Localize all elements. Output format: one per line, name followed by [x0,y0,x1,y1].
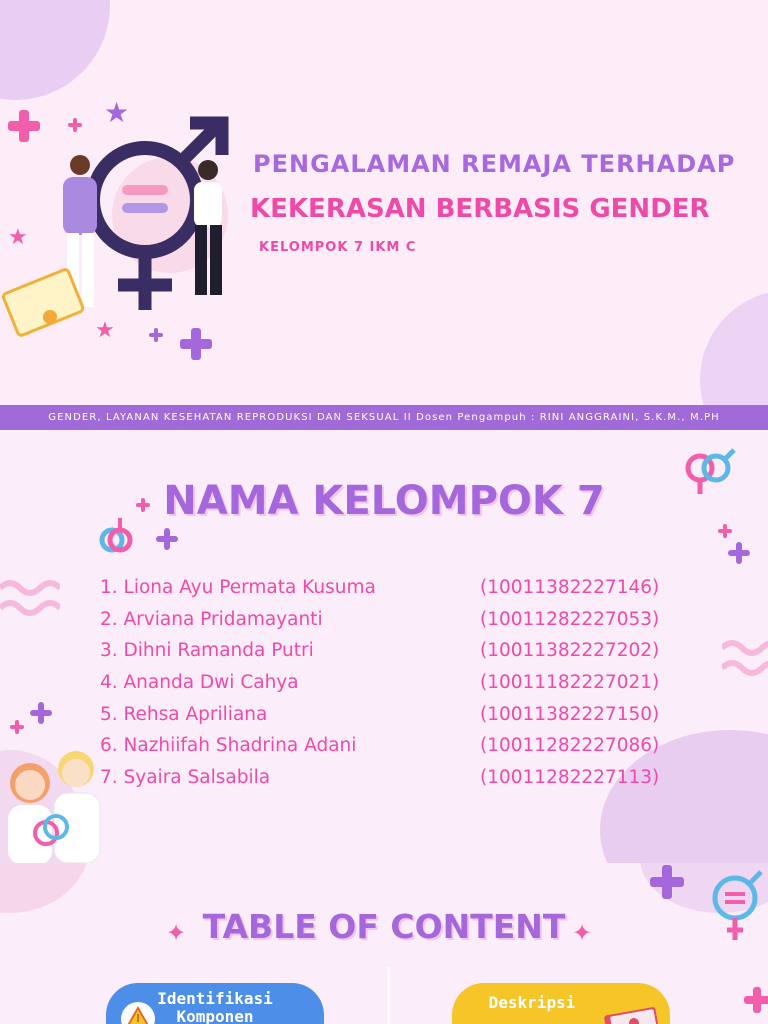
plus-icon [10,720,24,734]
member-name: 2. Arviana Pridamayanti [100,608,323,630]
star-icon: ★ [95,318,115,343]
member-id: (10011382227146) [480,577,660,599]
corner-blob-top-left [0,0,110,100]
wave-decoration [0,578,60,628]
wave-decoration [722,638,768,688]
divider-line [387,967,390,1024]
plus-icon [718,524,732,538]
member-name: 5. Rehsa Apriliana [100,703,268,725]
member-id: (10011282227086) [480,735,660,757]
member-row [100,604,700,636]
cover-title-line1: PENGALAMAN REMAJA TERHADAP [253,150,736,178]
plus-icon [30,702,52,724]
member-row [100,667,700,699]
plus-icon [650,865,684,899]
plus-icon [68,118,82,132]
member-name: 4. Ananda Dwi Cahya [100,672,299,694]
course-strip-text: GENDER, LAYANAN KESEHATAN REPRODUKSI DAN SEKSUAL II Dosen Pengampuh : RINI ANGGRAINI, S.K.M., M.PH [48,412,720,423]
star-icon: ★ [104,96,130,129]
corner-blob-bottom-right [700,290,768,405]
plus-icon [149,328,163,342]
member-id: (10011382227150) [480,703,660,725]
member-name: 6. Nazhiifah Shadrina Adani [100,735,357,757]
toc-card-identifikasi[interactable] [106,983,324,1024]
toc-card-deskripsi[interactable] [452,983,670,1024]
warning-icon [120,1001,156,1024]
member-row [100,762,700,794]
book-icon [602,1003,666,1024]
member-name: 7. Syaira Salsabila [100,766,271,788]
plus-icon [8,110,40,142]
toc-card-label: Komponen [176,1007,254,1024]
member-name: 3. Dihni Ramanda Putri [100,640,314,662]
member-row [100,698,700,730]
course-strip [0,405,768,430]
cover-subtitle: KELOMPOK 7 IKM C [259,240,417,255]
members-list [100,572,700,793]
member-id: (10011282227113) [480,766,660,788]
member-id: (10011382227202) [480,640,660,662]
toc-slide [0,863,768,1024]
couple-illustration [0,743,110,863]
sparkle-icon: ✦ [572,919,593,947]
toc-heading: TABLE OF CONTENT [202,907,566,946]
sparkle-icon: ✦ [166,919,187,947]
member-row [100,572,700,604]
plus-icon [744,987,768,1013]
member-name: 1. Liona Ayu Permata Kusuma [100,577,376,599]
member-row [100,635,700,667]
cover-slide [0,0,768,405]
corner-blob-top-left [0,863,90,913]
star-icon: ★ [8,225,28,250]
plus-icon [156,528,178,550]
member-id: (10011182227021) [480,672,660,694]
toc-card-label: Deskripsi [488,993,576,1012]
members-slide [0,430,768,863]
toc-card-label: Identifikasi [157,989,273,1008]
member-id: (10011282227053) [480,608,660,630]
cover-title-line2: KEKERASAN BERBASIS GENDER [250,194,710,224]
members-heading: NAMA KELOMPOK 7 [163,478,605,524]
plus-icon [728,542,750,564]
member-row [100,730,700,762]
plus-icon [180,328,212,360]
